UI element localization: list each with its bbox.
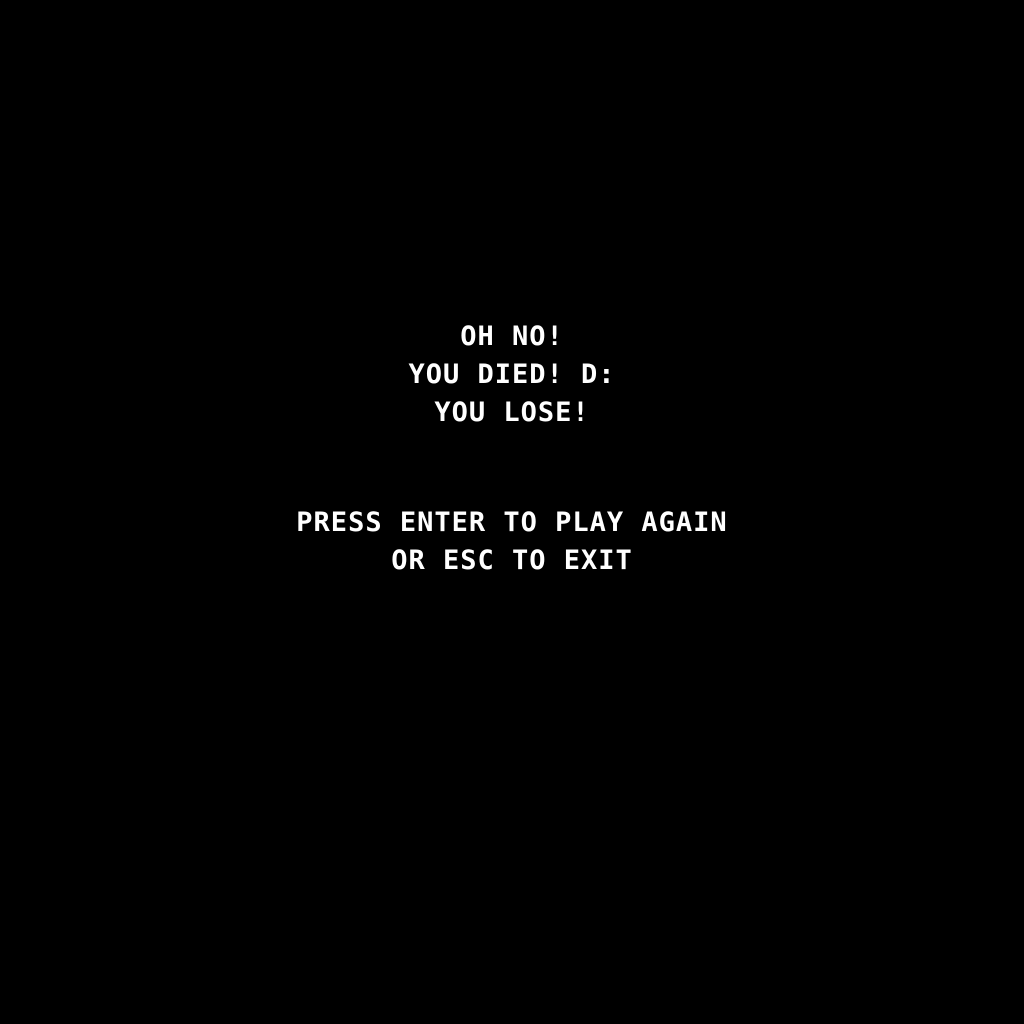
game-over-line-oh-no: OH NO!: [460, 321, 564, 352]
exit-prompt: OR ESC TO EXIT: [391, 545, 633, 576]
game-over-line-you-lose: YOU LOSE!: [434, 397, 590, 428]
game-over-line-you-died: YOU DIED! D:: [408, 359, 616, 390]
restart-prompt: PRESS ENTER TO PLAY AGAIN: [296, 507, 728, 538]
